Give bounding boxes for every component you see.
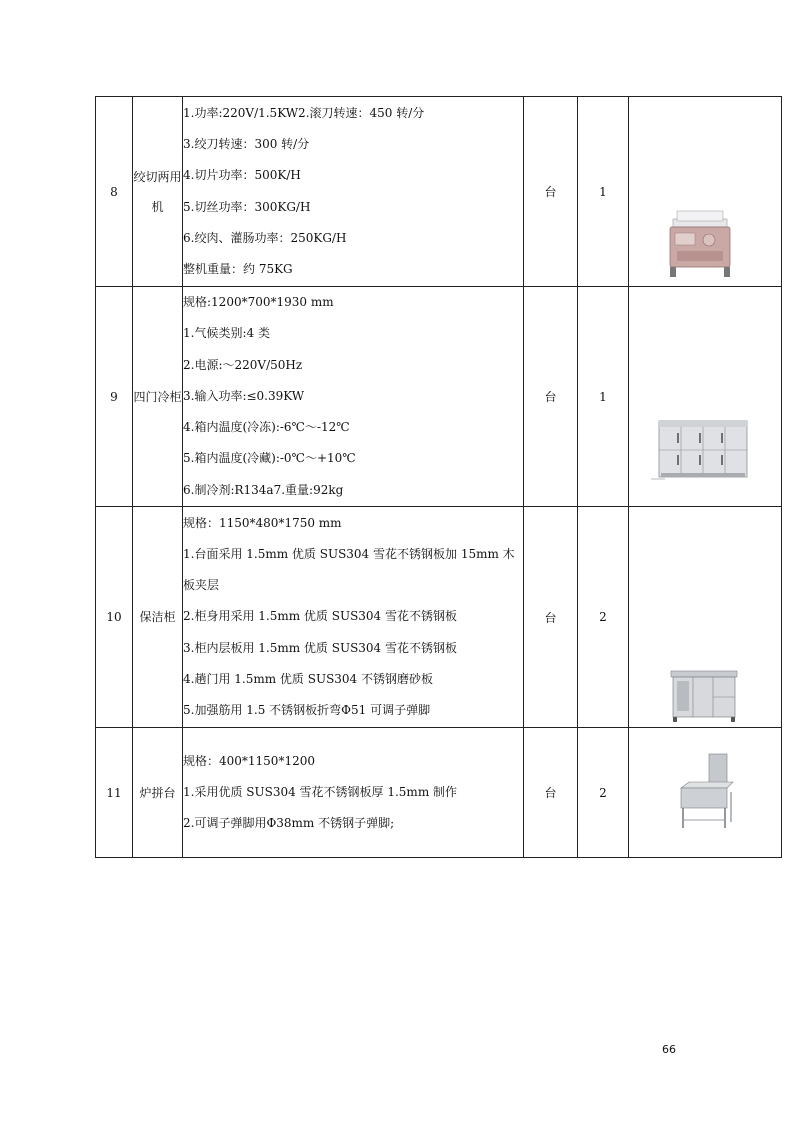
spec-line: 5.切丝功率：300KG/H bbox=[183, 199, 311, 214]
item-image-cell bbox=[629, 287, 782, 507]
spec-line: 2.柜身用采用 1.5mm 优质 SUS304 雪花不锈钢板 bbox=[183, 609, 458, 624]
item-name: 绞切两用机 bbox=[133, 97, 183, 287]
meat-grinder-slicer-machine-icon bbox=[667, 205, 733, 281]
stainless-steel-cabinet-icon bbox=[669, 667, 739, 723]
item-number: 10 bbox=[96, 507, 133, 728]
table-row bbox=[96, 507, 782, 728]
spec-line: 规格：400*1150*1200 bbox=[183, 753, 315, 768]
spec-line: 1.功率:220V/1.5KW2.滚刀转速：450 转/分 bbox=[183, 105, 425, 120]
item-number: 11 bbox=[96, 728, 133, 858]
item-quantity: 1 bbox=[578, 97, 629, 287]
spec-line: 6.制冷剂:R134a7.重量:92kg bbox=[183, 482, 344, 497]
item-image-cell bbox=[629, 728, 782, 858]
spec-line: 规格:1200*700*1930 mm bbox=[183, 295, 334, 309]
spec-line: 规格：1150*480*1750 mm bbox=[183, 515, 342, 530]
page-number: 66 bbox=[662, 1043, 676, 1056]
spec-line: 整机重量：约 75KG bbox=[183, 262, 293, 277]
spec-line: 2.电源:～220V/50Hz bbox=[183, 357, 303, 372]
item-number: 9 bbox=[96, 287, 133, 507]
item-specs bbox=[183, 728, 524, 858]
item-unit: 台 bbox=[524, 728, 578, 858]
item-quantity: 1 bbox=[578, 287, 629, 507]
item-name: 保洁柜 bbox=[133, 507, 183, 728]
item-name: 四门冷柜 bbox=[133, 287, 183, 507]
item-quantity: 2 bbox=[578, 728, 629, 858]
spec-line: 2.可调子弹脚用Φ38mm 不锈钢子弹脚; bbox=[183, 816, 395, 831]
item-specs bbox=[183, 287, 524, 507]
spec-line: 4.趟门用 1.5mm 优质 SUS304 不锈钢磨砂板 bbox=[183, 672, 434, 687]
item-quantity: 2 bbox=[578, 507, 629, 728]
item-name: 炉拼台 bbox=[133, 728, 183, 858]
spec-line: 1.台面采用 1.5mm 优质 SUS304 雪花不锈钢板加 15mm 木板夹层 bbox=[183, 546, 515, 593]
spec-line: 4.切片功率：500K/H bbox=[183, 168, 301, 183]
spec-line: 3.绞刀转速：300 转/分 bbox=[183, 136, 310, 151]
spec-line: 5.箱内温度(冷藏):-0℃～+10℃ bbox=[183, 451, 356, 466]
table-row bbox=[96, 97, 782, 287]
item-specs bbox=[183, 507, 524, 728]
item-unit: 台 bbox=[524, 287, 578, 507]
table-row bbox=[96, 287, 782, 507]
item-unit: 台 bbox=[524, 507, 578, 728]
spec-line: 5.加强筋用 1.5 不锈钢板折弯Φ51 可调子弹脚 bbox=[183, 703, 431, 718]
item-image-cell bbox=[629, 507, 782, 728]
stainless-steel-stove-side-table-icon bbox=[677, 752, 739, 832]
spec-line: 3.输入功率:≤0.39KW bbox=[183, 388, 305, 403]
four-door-refrigerator-icon bbox=[651, 417, 751, 483]
spec-line: 4.箱内温度(冷冻):-6℃～-12℃ bbox=[183, 420, 350, 435]
item-unit: 台 bbox=[524, 97, 578, 287]
item-image-cell bbox=[629, 97, 782, 287]
spec-line: 6.绞肉、灌肠功率：250KG/H bbox=[183, 230, 347, 245]
spec-line: 1.采用优质 SUS304 雪花不锈钢板厚 1.5mm 制作 bbox=[183, 784, 458, 799]
item-number: 8 bbox=[96, 97, 133, 287]
table-row bbox=[96, 728, 782, 858]
spec-line: 3.柜内层板用 1.5mm 优质 SUS304 雪花不锈钢板 bbox=[183, 640, 458, 655]
item-specs bbox=[183, 97, 524, 287]
equipment-table bbox=[95, 96, 782, 858]
spec-line: 1.气候类别:4 类 bbox=[183, 326, 270, 341]
